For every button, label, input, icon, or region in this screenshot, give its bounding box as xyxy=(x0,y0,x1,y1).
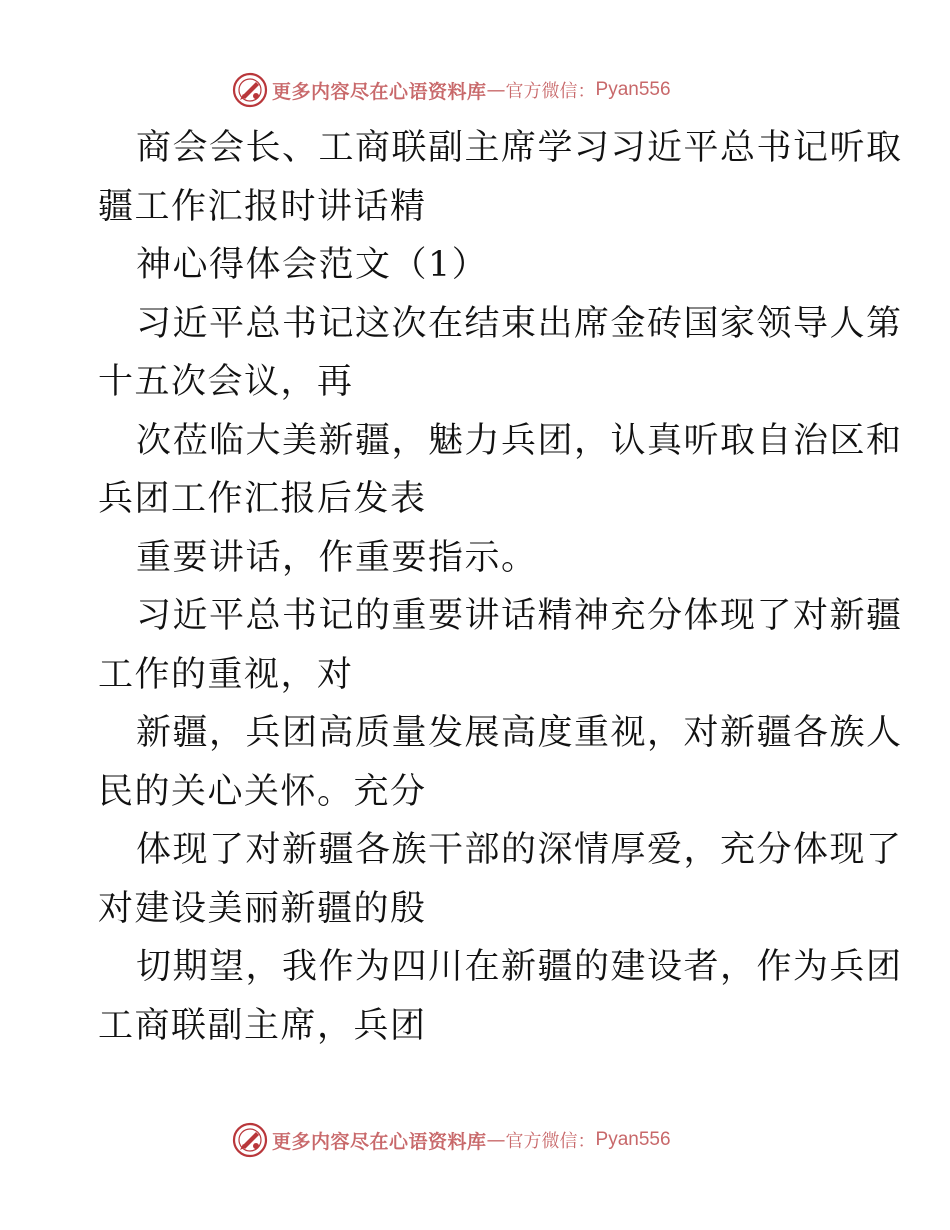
footer-wechat-id: Pyan556 xyxy=(595,1129,671,1150)
footer-banner xyxy=(232,1122,671,1158)
red-seal-icon xyxy=(232,72,268,108)
header-dash: — xyxy=(486,79,506,101)
text-line: 体现了对新疆各族干部的深情厚爱，充分体现了 xyxy=(136,830,903,870)
text-line: 工作的重视，对 xyxy=(98,654,354,695)
red-seal-icon xyxy=(232,1122,268,1158)
text-line: 疆工作汇报时讲话精 xyxy=(98,186,427,227)
text-line: 习近平总书记的重要讲话精神充分体现了对新疆 xyxy=(136,596,903,636)
text-line: 十五次会议，再 xyxy=(98,362,354,402)
text-line: 对建设美丽新疆的殷 xyxy=(98,888,427,929)
text-line: 工商联副主席，兵团 xyxy=(98,1005,427,1046)
text-line: 兵团工作汇报后发表 xyxy=(98,479,427,519)
footer-dash: — xyxy=(486,1129,506,1151)
text-line: 切期望，我作为四川在新疆的建设者，作为兵团 xyxy=(136,947,903,987)
header-wechat-id: Pyan556 xyxy=(595,79,671,100)
text-line: 次莅临大美新疆，魅力兵团，认真听取自治区和 xyxy=(136,420,903,461)
text-line: 神心得体会范文（1） xyxy=(136,245,489,285)
document-body xyxy=(98,119,903,1055)
header-wechat-label: 官方微信： xyxy=(505,81,596,102)
text-line: 民的关心关怀。充分 xyxy=(98,771,427,812)
header-site-text: 更多内容尽在心语资料库 xyxy=(272,80,487,103)
text-line: 习近平总书记这次在结束出席金砖国家领导人第 xyxy=(136,303,903,344)
text-line: 新疆，兵团高质量发展高度重视，对新疆各族人 xyxy=(136,713,903,753)
footer-wechat-label: 官方微信： xyxy=(505,1131,596,1152)
text-line: 重要讲话，作重要指示。 xyxy=(136,537,538,578)
header-banner xyxy=(232,72,671,108)
text-line: 商会会长、工商联副主席学习习近平总书记听取 xyxy=(136,128,903,168)
footer-site-text: 更多内容尽在心语资料库 xyxy=(272,1130,487,1153)
